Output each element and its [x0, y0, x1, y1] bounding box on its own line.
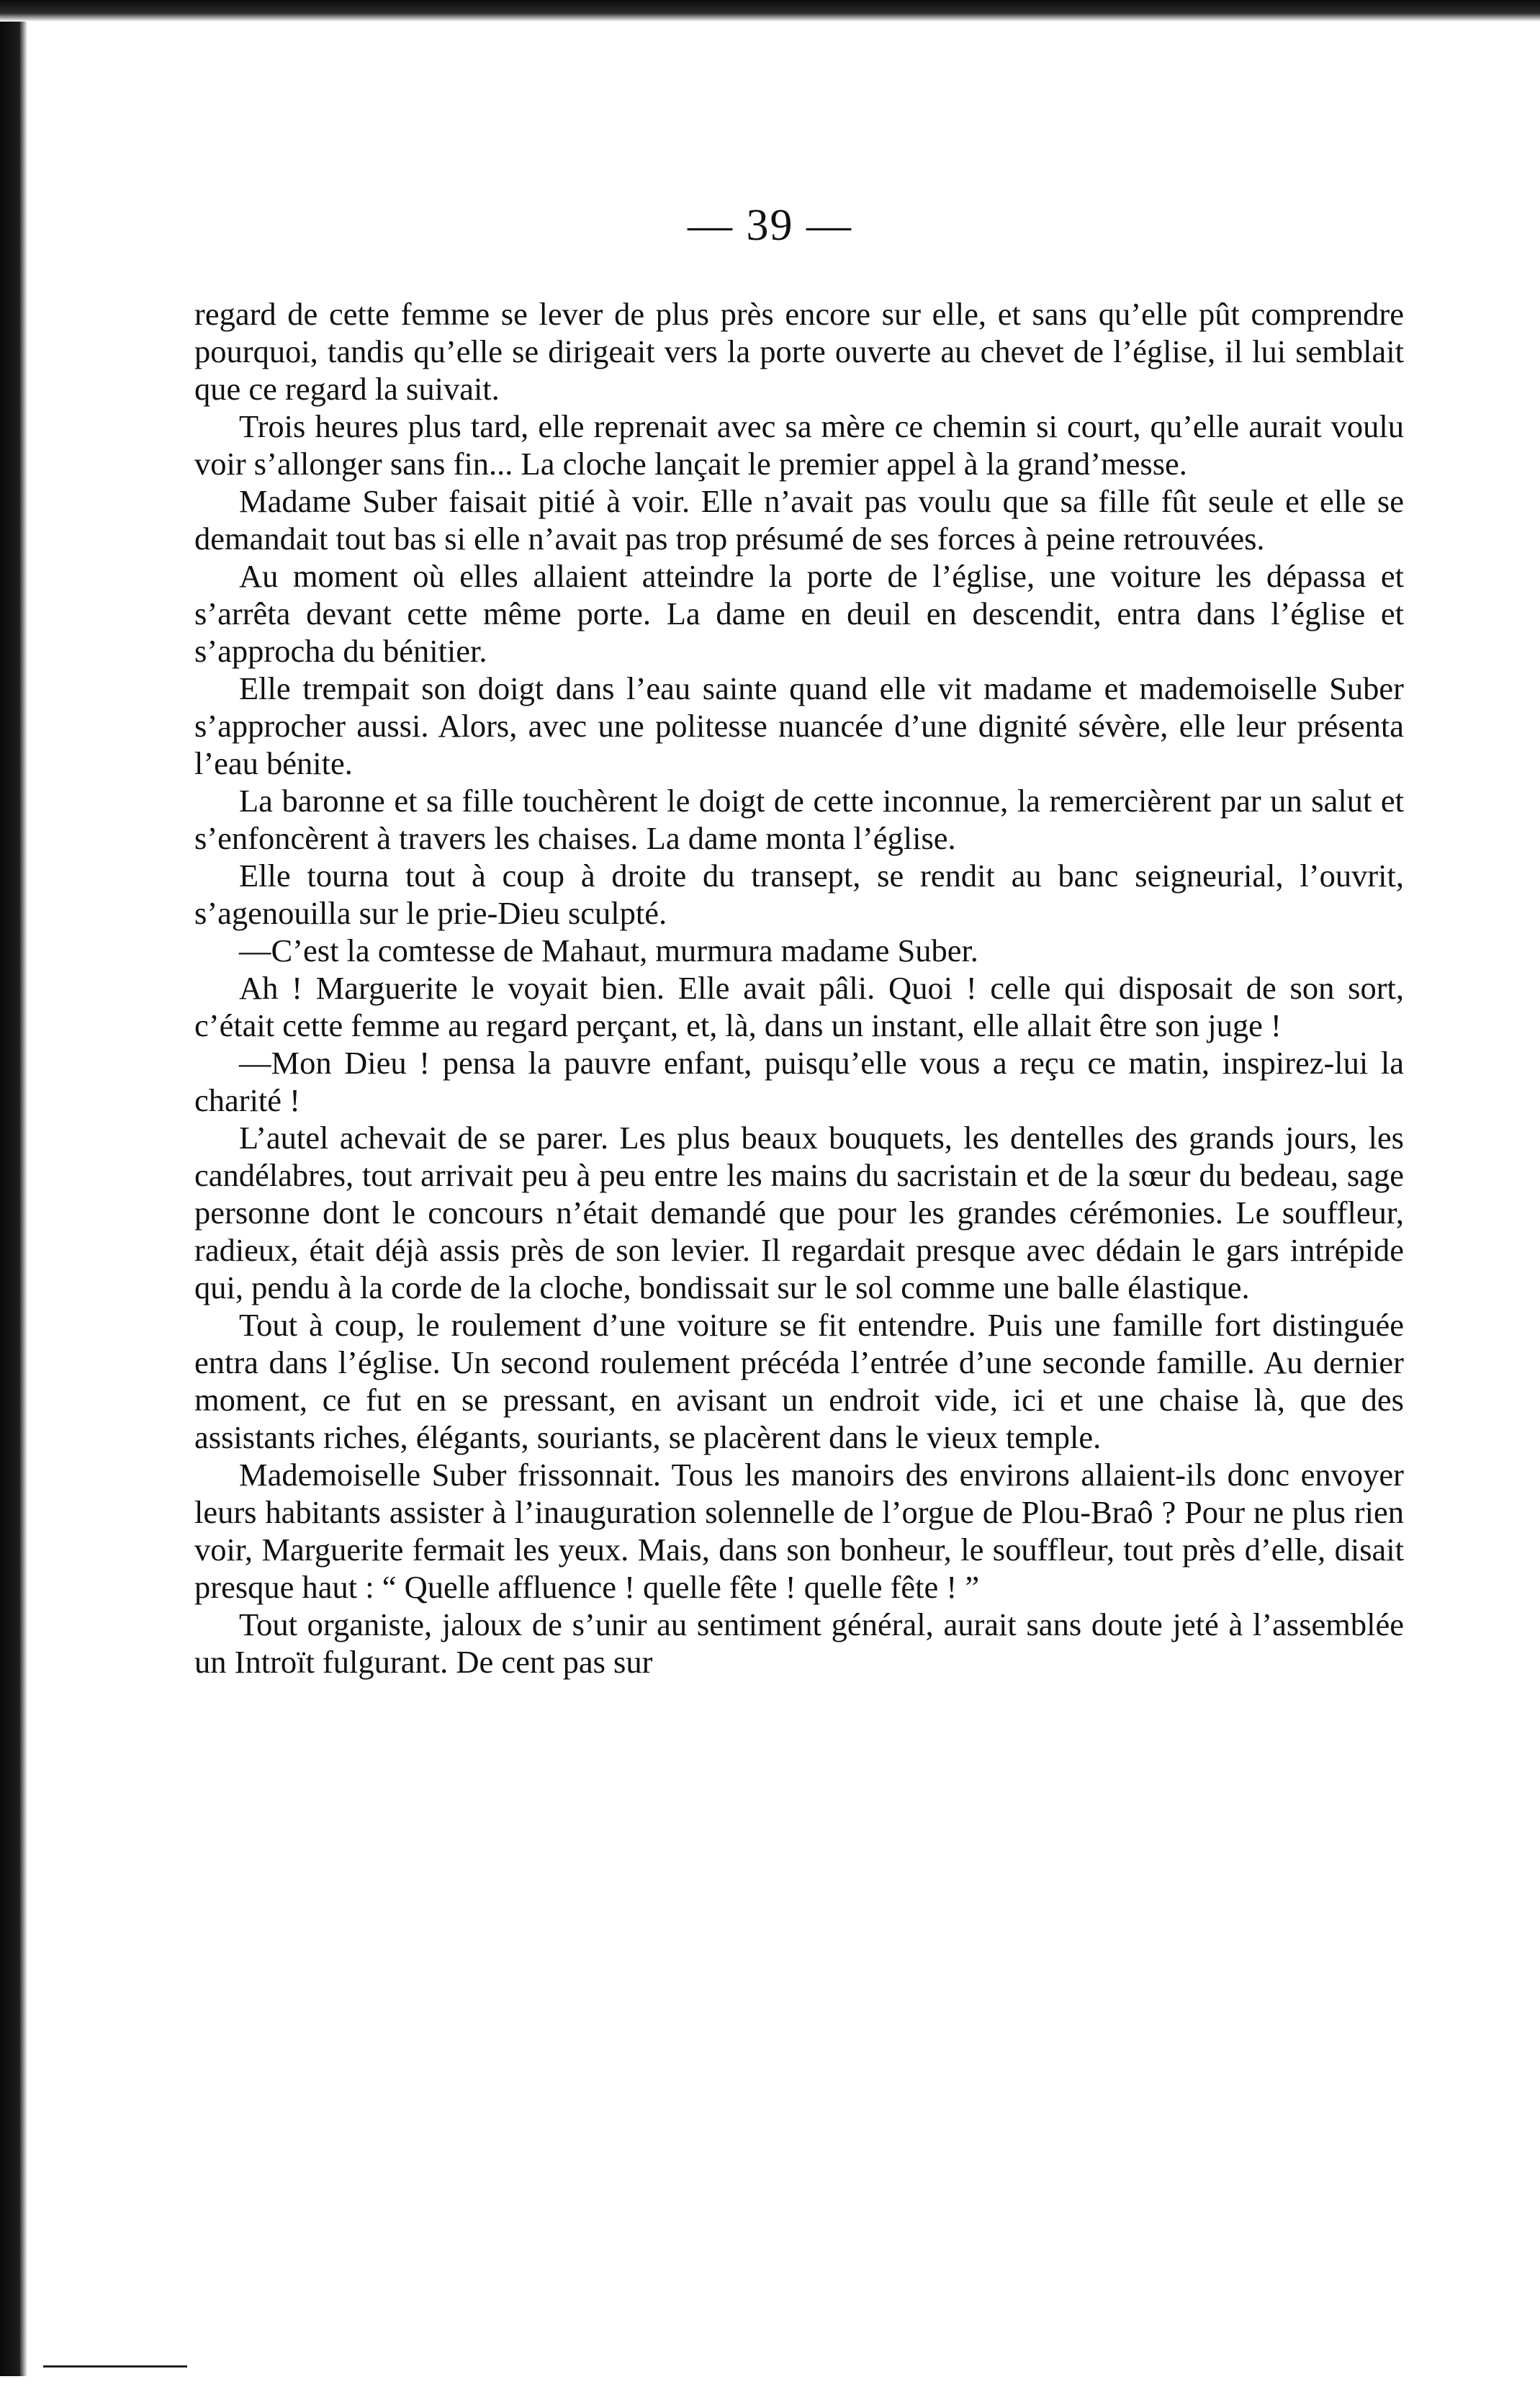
scan-bottom-mark [43, 2365, 187, 2368]
paragraph: —C’est la comtesse de Mahaut, murmura madame Suber. [239, 932, 978, 968]
paragraph: L’autel achevait de se parer. Les plus beaux bouquets, les dentelles des grands jours, les candélabres, tout arrivait peu à peu entre les mains du sacristain et de la sœur du bedeau, sage personne dont le concours n’était demandé que pour les grandes cérémonies. Le souffleur, radieux, était déjà assis près de son levier. Il regardait presque avec dédain le gars intrépide qui, pendu à la corde de la cloche, bondissait sur le sol comme une balle élastique. [194, 1120, 1404, 1305]
paragraph: regard de cette femme se lever de plus près encore sur elle, et sans qu’elle pût comprendre pourquoi, tandis qu’elle se dirigeait vers la porte ouverte au chevet de l’église, il lui semblait que ce regard la suivait. [194, 296, 1404, 407]
scan-top-shadow [0, 0, 1540, 22]
paragraph: Au moment où elles allaient atteindre la porte de l’église, une voiture les dépassa et s’arrêta devant cette même porte. La dame en deuil en descendit, entra dans l’église et s’approcha du bénitier. [194, 558, 1404, 669]
paragraph: Madame Suber faisait pitié à voir. Elle n’avait pas voulu que sa fille fût seule et elle se demandait tout bas si elle n’avait pas trop présumé de ses forces à peine retrouvées. [194, 483, 1404, 557]
body-text [194, 295, 1404, 1681]
paragraph: —Mon Dieu ! pensa la pauvre enfant, puisqu’elle vous a reçu ce matin, inspirez-lui la charité ! [194, 1045, 1404, 1118]
paragraph: Tout à coup, le roulement d’une voiture se fit entendre. Puis une famille fort distinguée entra dans l’église. Un second roulement précéda l’entrée d’une seconde famille. Au dernier moment, ce fut en se pressant, en avisant un endroit vide, ici et une chaise là, que des assistants riches, élégants, souriants, se placèrent dans le vieux temple. [194, 1307, 1404, 1455]
paragraph: Elle tourna tout à coup à droite du transept, se rendit au banc seigneurial, l’ouvrit, s’agenouilla sur le prie-Dieu sculpté. [194, 858, 1404, 931]
paragraph: Mademoiselle Suber frissonnait. Tous les manoirs des environs allaient-ils donc envoyer leurs habitants assister à l’inauguration solennelle de l’orgue de Plou-Braô ? Pour ne plus rien voir, Marguerite fermait les yeux. Mais, dans son bonheur, le souffleur, tout près d’elle, disait presque haut : “ Quelle affluence ! quelle fête ! quelle fête ! ” [194, 1457, 1404, 1605]
paragraph: Ah ! Marguerite le voyait bien. Elle avait pâli. Quoi ! celle qui disposait de son sort, c’était cette femme au regard perçant, et, là, dans un instant, elle allait être son juge ! [194, 970, 1404, 1043]
paragraph: Trois heures plus tard, elle reprenait avec sa mère ce chemin si court, qu’elle aurait voulu voir s’allonger sans fin... La cloche lançait le premier appel à la grand’messe. [194, 408, 1404, 482]
page-number: — 39 — [688, 201, 852, 250]
paragraph: Tout organiste, jaloux de s’unir au sentiment général, aurait sans doute jeté à l’assemblée un Introït fulgurant. De cent pas sur [194, 1606, 1404, 1680]
paragraph: Elle trempait son doigt dans l’eau sainte quand elle vit madame et mademoiselle Suber s’approcher aussi. Alors, avec une politesse nuancée d’une dignité sévère, elle leur présenta l’eau bénite. [194, 670, 1404, 781]
scan-binding-shadow [0, 22, 27, 2376]
paragraph: La baronne et sa fille touchèrent le doigt de cette inconnue, la remercièrent par un salut et s’enfoncèrent à travers les chaises. La dame monta l’église. [194, 783, 1404, 856]
